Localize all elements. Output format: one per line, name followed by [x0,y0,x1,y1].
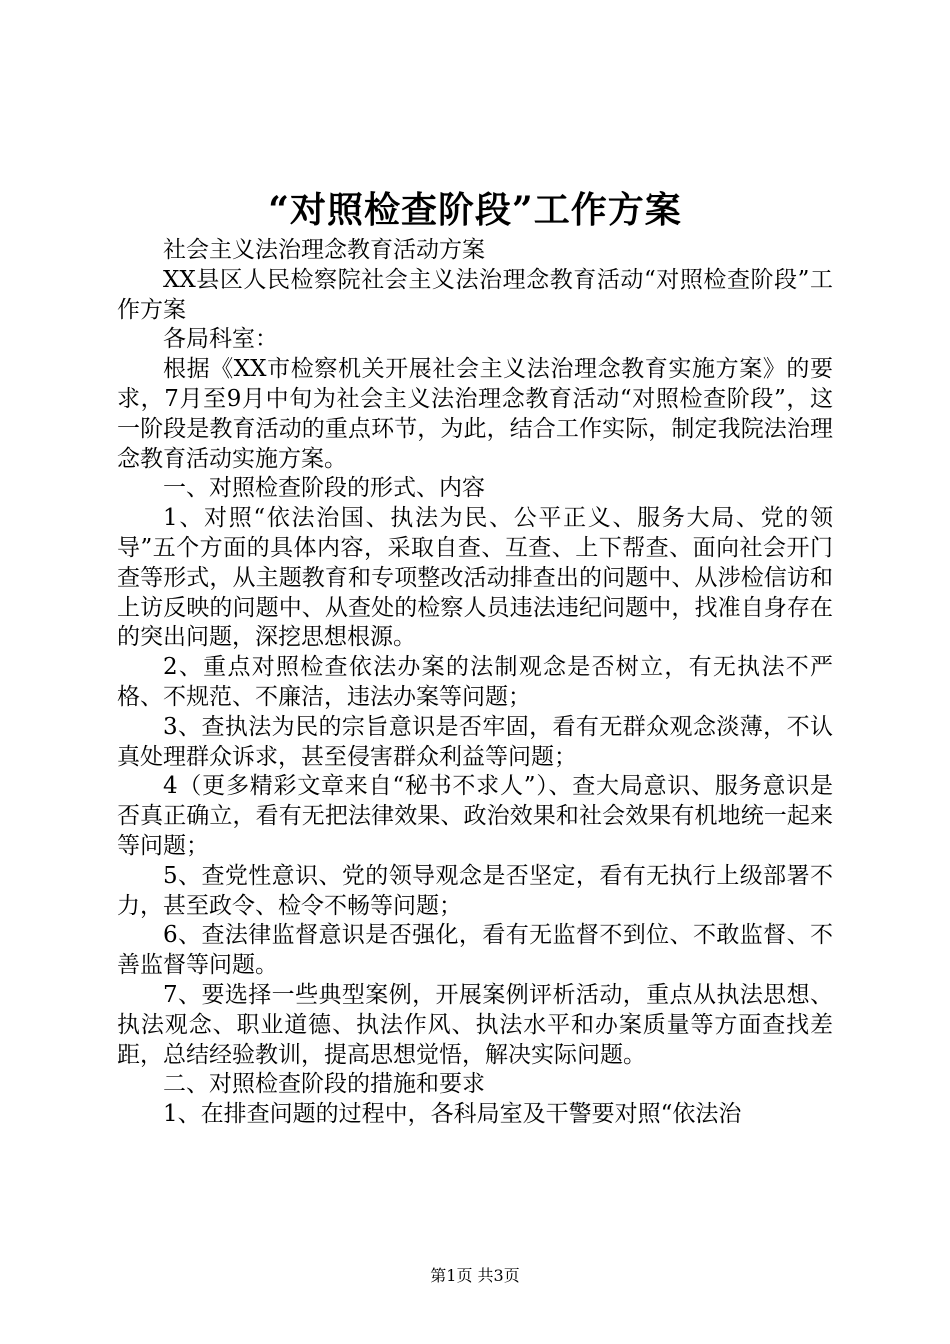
document-title: “对照检查阶段”工作方案 [268,189,682,231]
section-heading-1: 一、对照检查阶段的形式、内容 [163,475,485,502]
list-item: 1、在排查问题的过程中，各科局室及干警要对照“依法治 [163,1101,742,1128]
list-item: 1、对照“依法治国、执法为民、公平正义、服务大局、党的领导”五个方面的具体内容，采取自查、互查、上下帮查、面向社会开门查等形式，从主题教育和专项整改活动排查出的问题中、从涉检信访和上访反映的问题中、从查处的检察人员违法违纪问题中，找准自身存在的突出问题，深挖思想根源。 [117,505,833,651]
paragraph-salutation: 各局科室： [163,326,278,353]
list-item: 4（更多精彩文章来自“秘书不求人”）、查大局意识、服务意识是否真正确立，看有无把法律效果、政治效果和社会效果有机地统一起来等问题； [117,773,833,859]
paragraph-heading: XX县区人民检察院社会主义法治理念教育活动“对照检查阶段”工作方案 [117,266,833,323]
page-number: 第1页 共3页 [430,1266,520,1285]
list-item: 5、查党性意识、党的领导观念是否坚定，看有无执行上级部署不力，甚至政令、检令不畅等问题； [117,862,833,919]
list-item: 2、重点对照检查依法办案的法制观念是否树立，有无执法不严格、不规范、不廉洁，违法办案等问题； [117,654,833,710]
document-body [117,236,833,1130]
list-item: 6、查法律监督意识是否强化，看有无监督不到位、不敢监督、不善监督等问题。 [117,922,833,979]
section-heading-2: 二、对照检查阶段的措施和要求 [163,1071,485,1098]
list-item: 3、查执法为民的宗旨意识是否牢固，看有无群众观念淡薄，不认真处理群众诉求，甚至侵害群众利益等问题； [117,713,833,770]
paragraph-subtitle: 社会主义法治理念教育活动方案 [163,237,485,263]
paragraph-intro: 根据《XX市检察机关开展社会主义法治理念教育实施方案》的要求，7月至9月中旬为社会主义法治理念教育活动“对照检查阶段”，这一阶段是教育活动的重点环节，为此，结合工作实际，制定我院法治理念教育活动实施方案。 [117,356,833,472]
list-item: 7、要选择一些典型案例，开展案例评析活动，重点从执法思想、执法观念、职业道德、执法作风、执法水平和办案质量等方面查找差距，总结经验教训，提高思想觉悟，解决实际问题。 [117,981,833,1068]
